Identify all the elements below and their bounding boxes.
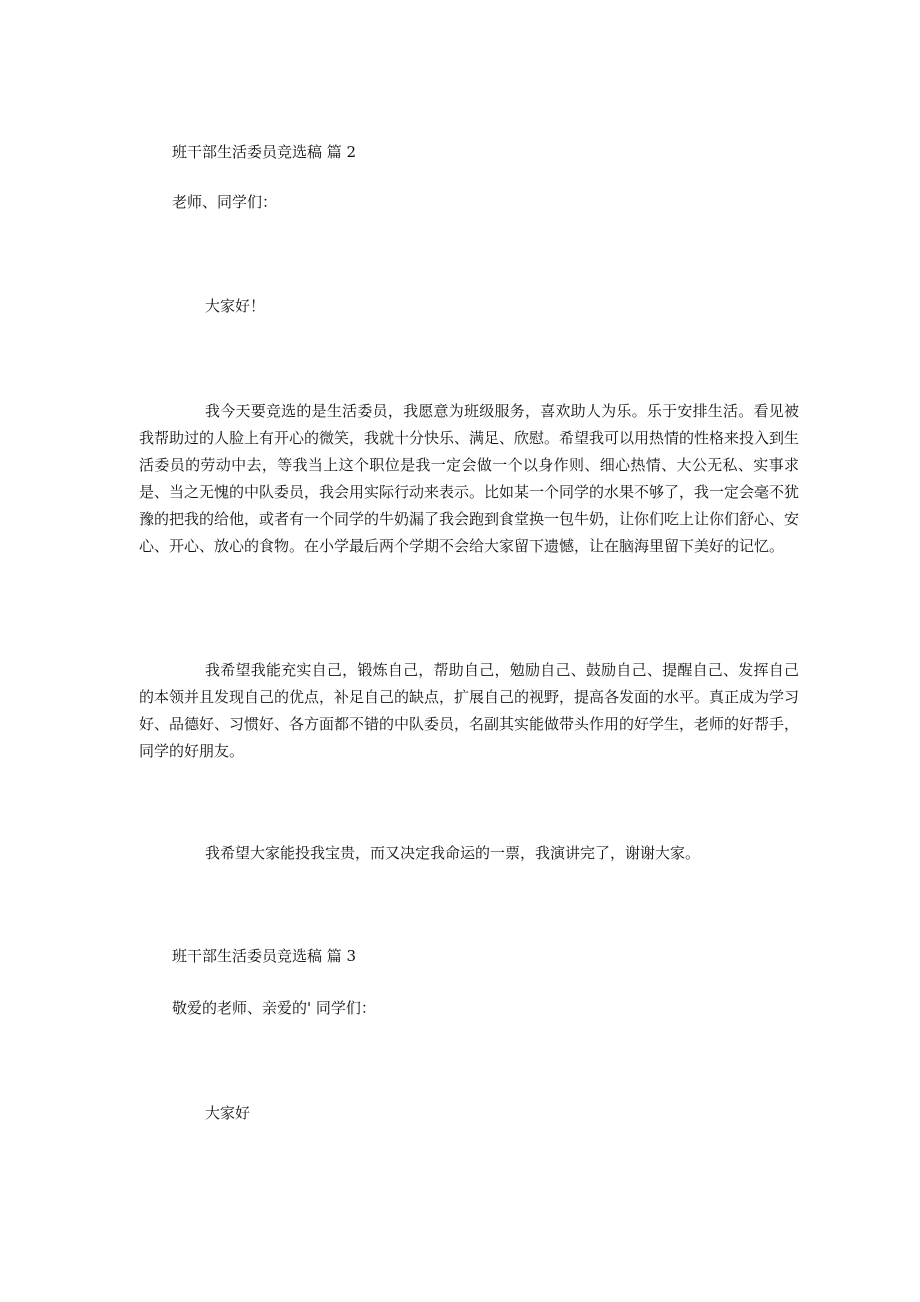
section-3-greeting: 大家好 [205,1104,251,1122]
section-2-greeting: 大家好！ [205,297,266,315]
section-2-heading: 班干部生活委员竞选稿 篇 2 [172,143,357,161]
section-3-salutation: 敬爱的老师、亲爱的' 同学们： [172,999,376,1017]
section-2-paragraph-3: 我希望大家能投我宝贵，而又决定我命运的一票，我演讲完了，谢谢大家。 [205,844,701,862]
section-2-paragraph-1: 我今天要竞选的是生活委员，我愿意为班级服务，喜欢助人为乐。乐于安排生活。看见被我帮助过的人脸上有开心的微笑，我就十分快乐、满足、欣慰。希望我可以用热情的性格来投入到生活委员的劳动中去，等我当上这个职位是我一定会做一个以身作则、细心热情、大公无私、实事求是、当之无愧的中队委员，我会用实际行动来表示。比如某一个同学的水果不够了，我一定会毫不犹豫的把我的给他，或者有一个同学的牛奶漏了我会跑到食堂换一包牛奶，让你们吃上让你们舒心、安心、开心、放心的食物。在小学最后两个学期不会给大家留下遗憾，让在脑海里留下美好的记忆。 [139,402,800,555]
section-2-salutation: 老师、同学们： [172,193,278,211]
section-2-paragraph-2: 我希望我能充实自己，锻炼自己，帮助自己，勉励自己、鼓励自己、提醒自己、发挥自己的本领并且发现自己的优点，补足自己的缺点，扩展自己的视野，提高各发面的水平。真正成为学习好、品德好、习惯好、各方面都不错的中队委员，名副其实能做带头作用的好学生，老师的好帮手，同学的好朋友。 [139,661,800,760]
section-3-heading: 班干部生活委员竞选稿 篇 3 [172,947,357,965]
